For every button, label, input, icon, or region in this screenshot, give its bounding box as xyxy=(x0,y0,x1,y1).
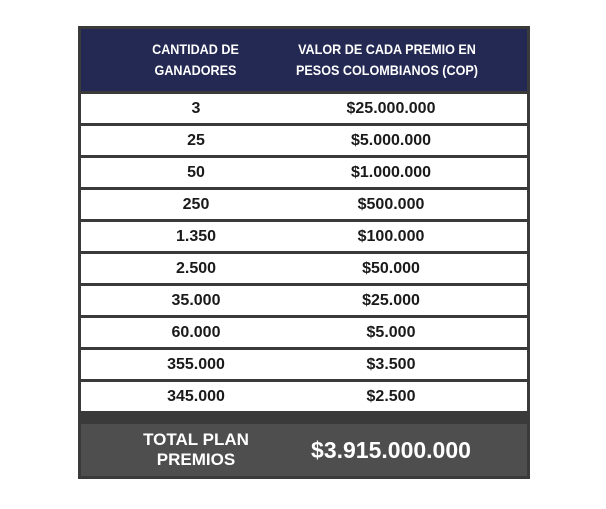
table-header xyxy=(81,29,527,91)
winners-count-cell: 250 xyxy=(182,196,210,213)
table-row xyxy=(81,254,527,283)
header-winners-count xyxy=(130,39,261,81)
prize-table xyxy=(78,26,530,479)
prize-value-cell: $50.000 xyxy=(362,260,420,277)
table-row xyxy=(81,158,527,187)
winners-count-cell: 60.000 xyxy=(171,324,221,341)
header-prize-line2: PESOS COLOMBIANOS (COP) xyxy=(295,62,478,78)
total-label-line1: TOTAL PLAN xyxy=(143,430,249,449)
winners-count-cell: 50 xyxy=(187,164,205,181)
total-label xyxy=(121,430,271,470)
winners-count-cell: 345.000 xyxy=(167,388,225,405)
table-row xyxy=(81,350,527,379)
total-value: $3.915.000.000 xyxy=(311,437,471,463)
header-winners-line1: CANTIDAD DE xyxy=(152,41,239,57)
prize-value-cell: $5.000 xyxy=(366,324,416,341)
winners-count-cell: 25 xyxy=(187,132,205,149)
winners-count-cell: 35.000 xyxy=(171,292,221,309)
header-prize-value xyxy=(275,39,500,81)
winners-count-cell: 1.350 xyxy=(175,228,217,245)
prize-value-cell: $3.500 xyxy=(366,356,416,373)
prize-value-cell: $500.000 xyxy=(357,196,425,213)
winners-count-cell: 3 xyxy=(191,100,201,117)
header-winners-line2: GANADORES xyxy=(154,62,237,78)
table-row xyxy=(81,190,527,219)
table-row xyxy=(81,318,527,347)
table-row xyxy=(81,94,527,123)
total-label-line2: PREMIOS xyxy=(156,450,236,469)
winners-count-cell: 2.500 xyxy=(175,260,217,277)
prize-value-cell: $100.000 xyxy=(357,228,425,245)
table-row xyxy=(81,126,527,155)
table-row xyxy=(81,382,527,411)
prize-value-cell: $5.000.000 xyxy=(350,132,432,149)
winners-count-cell: 355.000 xyxy=(167,356,225,373)
header-prize-line1: VALOR DE CADA PREMIO EN xyxy=(298,41,476,57)
table-row xyxy=(81,286,527,315)
total-row xyxy=(81,424,527,476)
prize-value-cell: $25.000.000 xyxy=(346,100,436,117)
prize-value-cell: $1.000.000 xyxy=(350,164,432,181)
prize-value-cell: $25.000 xyxy=(362,292,420,309)
table-row xyxy=(81,222,527,251)
prize-value-cell: $2.500 xyxy=(366,388,416,405)
